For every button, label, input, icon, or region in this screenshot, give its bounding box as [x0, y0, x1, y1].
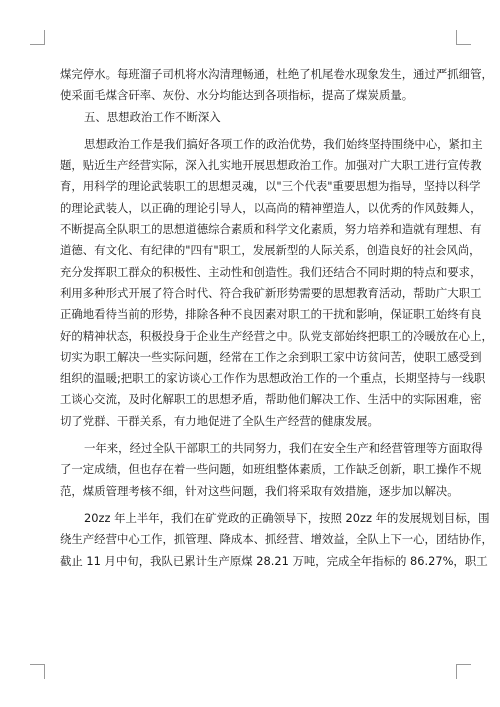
- text-line: 题，贴近生产经营实际，深入扎实地开展思想政治工作。加强对广大职工进行宣传教: [60, 158, 482, 173]
- text-line: 切了党群、干群关系，有力地促进了全队生产经营的健康发展。: [60, 413, 379, 428]
- text-line: 范，煤质管理考核不细，针对这些问题，我们将采取有效措施，逐步加以解决。: [60, 483, 459, 498]
- text-line: 使采面毛煤含矸率、灰份、水分均能达到各项指标，提高了煤炭质量。: [60, 88, 414, 103]
- crop-mark-top-right: [456, 30, 471, 45]
- text-line: 利用多种形式开展了符合时代、符合我矿新形势需要的思想教育活动，帮助广大职工: [60, 285, 482, 300]
- text-line: 不断提高全队职工的思想道德综合素质和科学文化素质，努力培养和造就有理想、有: [60, 222, 482, 237]
- text-line: 好的精神状态，积极投身于企业生产经营之中。队党支部始终把职工的冷暖放在心上，: [60, 328, 493, 343]
- text-line: 绕生产经营中心工作，抓管理、降成本、抓经营、增效益，全队上下一心，团结协作，: [60, 532, 493, 547]
- crop-mark-bottom-right: [456, 664, 471, 679]
- text-line: 截止 11 月中旬，我队已累计生产原煤 28.21 万吨，完成全年指标的 86.27%，职工: [60, 553, 488, 568]
- text-line: 的理论武装人，以正确的理论引导人，以高尚的精神塑造人，以优秀的作风鼓舞人，: [60, 200, 482, 215]
- text-line: 道德、有文化、有纪律的"四有"职工，发展新型的人际关系，创造良好的社会风尚，: [60, 243, 481, 258]
- crop-mark-top-left: [30, 30, 45, 45]
- section-heading: 五、思想政治工作不断深入: [84, 109, 221, 124]
- text-line: 一年来，经过全队干部职工的共同努力，我们在安全生产和经营管理等方面取得: [84, 441, 483, 456]
- text-line: 充分发挥职工群众的积极性、主动性和创造性。我们还结合不同时期的特点和要求，: [60, 264, 482, 279]
- text-line: 思想政治工作是我们搞好各项工作的政治优势，我们始终坚持围绕中心，紧扣主: [84, 136, 483, 151]
- text-line: 正确地看待当前的形势，排除各种不良因素对职工的干扰和影响，保证职工始终有良: [60, 307, 482, 322]
- text-line: 煤完停水。每班溜子司机将水沟清理畅通，杜绝了机尾卷水现象发生，通过严抓细管，: [60, 67, 493, 81]
- crop-mark-bottom-left: [30, 664, 45, 679]
- text-line: 20zz 年上半年，我们在矿党政的正确领导下，按照 20zz 年的发展规划目标，围: [84, 510, 490, 525]
- text-line: 切实为职工解决一些实际问题，经常在工作之余到职工家中访贫问苦，使职工感受到: [60, 349, 482, 364]
- text-line: 育，用科学的理论武装职工的思想灵魂，以"三个代表"重要思想为指导，坚持以科学: [60, 179, 481, 194]
- document-body: [60, 64, 493, 572]
- text-line: 工谈心交流，及时化解职工的思想矛盾，帮助他们解决工作、生活中的实际困难，密: [60, 392, 482, 407]
- text-line: 了一定成绩，但也存在着一些问题，如班组整体素质，工作缺乏创新，职工操作不规: [60, 462, 482, 477]
- text-line: 组织的温暖;把职工的家访谈心工作作为思想政治工作的一个重点，长期坚持与一线职: [60, 371, 486, 386]
